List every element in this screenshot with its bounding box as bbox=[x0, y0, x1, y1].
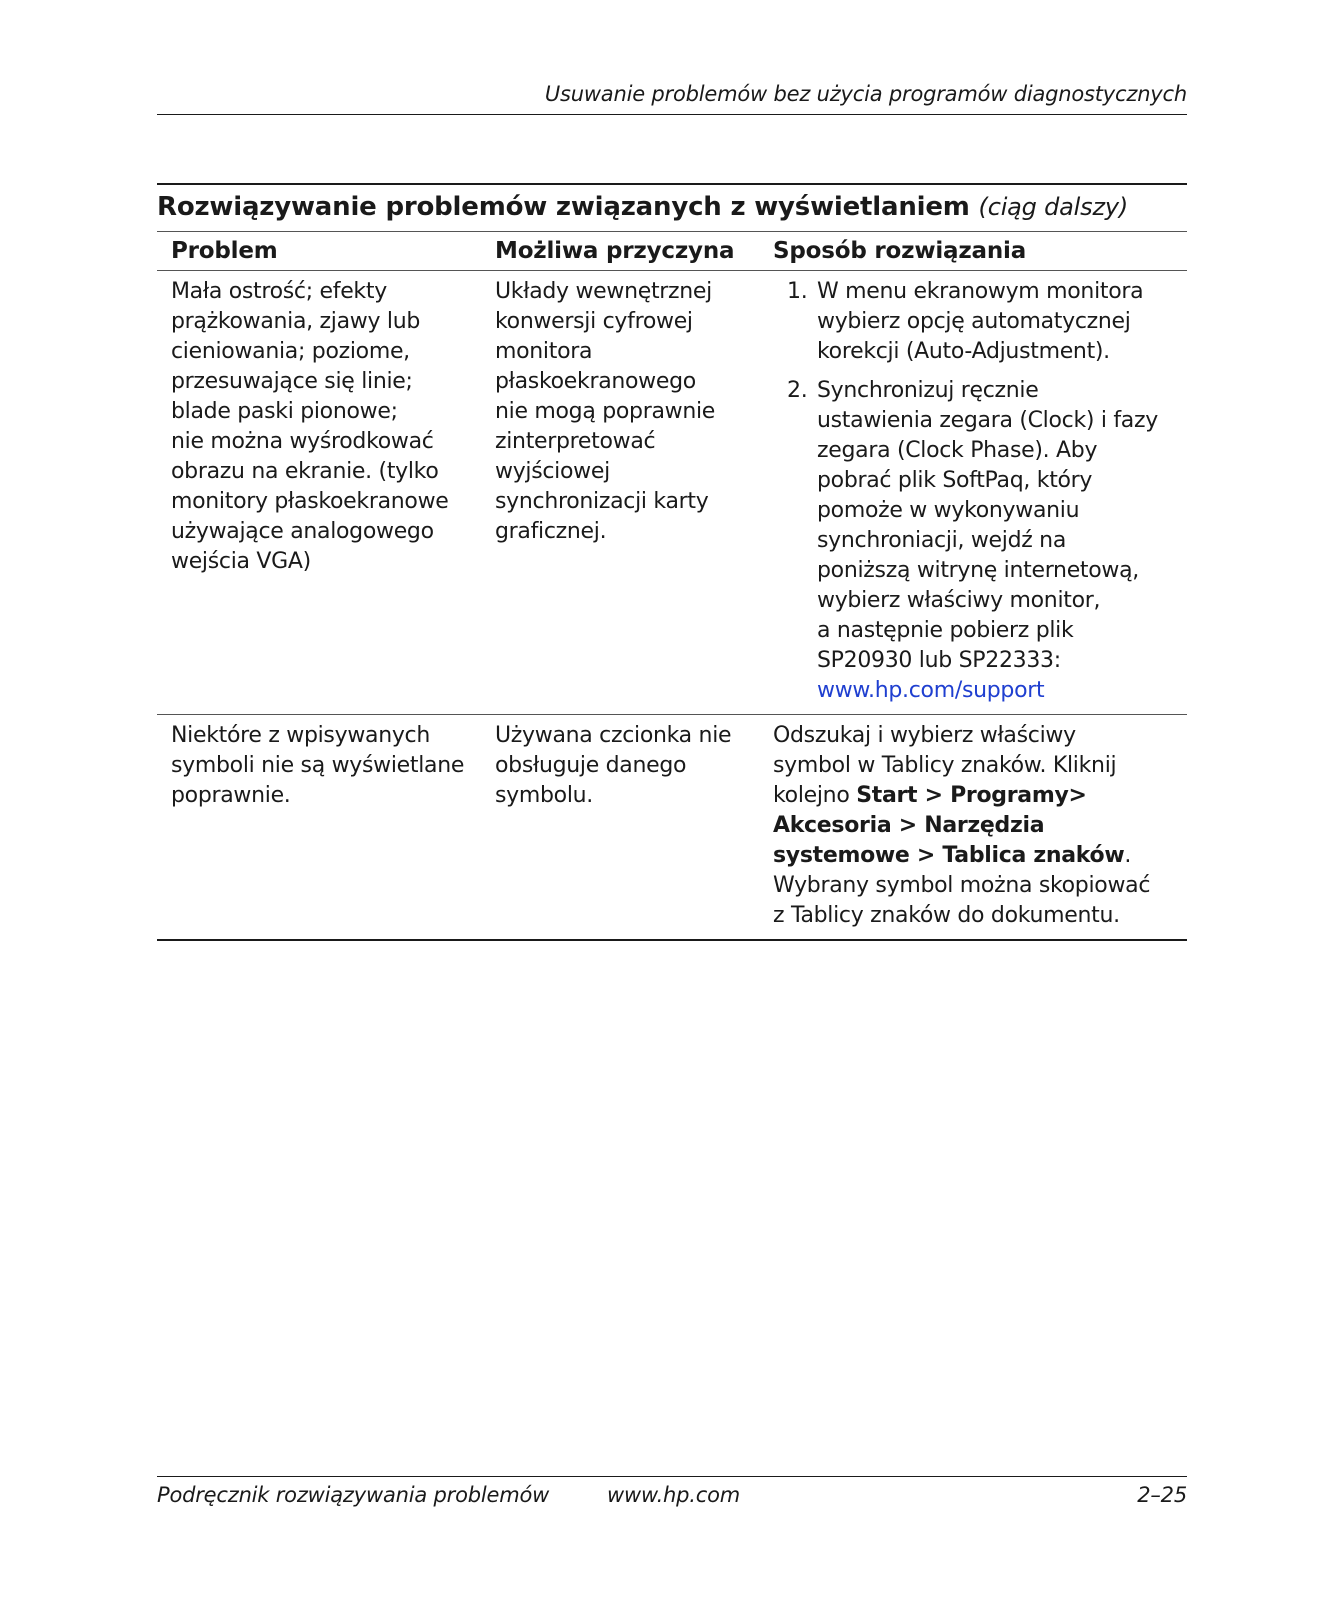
text-line: Niektóre z wpisywanych bbox=[171, 723, 430, 748]
text-line: graficznej. bbox=[495, 519, 607, 544]
text-line: zegara (Clock Phase). Aby bbox=[817, 438, 1098, 463]
text-line: nie można wyśrodkować bbox=[171, 429, 434, 454]
text-line: Mała ostrość; efekty bbox=[171, 279, 387, 304]
cause-cell bbox=[481, 271, 767, 715]
problem-cell bbox=[157, 715, 481, 941]
text-line: zinterpretować bbox=[495, 429, 656, 454]
header-problem: Problem bbox=[157, 232, 481, 271]
text-line: Używana czcionka nie bbox=[495, 723, 732, 748]
footer-website: www.hp.com bbox=[607, 1483, 741, 1507]
solution-step bbox=[773, 277, 1187, 367]
text-line: z Tablicy znaków do dokumentu. bbox=[773, 903, 1120, 928]
menu-path-start: Start > Programy> bbox=[856, 783, 1087, 808]
step-number: 1. bbox=[787, 279, 808, 304]
text-line: synchroniacji, wejdź na bbox=[817, 528, 1067, 553]
menu-path-charmap: systemowe > Tablica znaków bbox=[773, 843, 1125, 868]
support-link[interactable]: www.hp.com/support bbox=[817, 678, 1045, 703]
text-line: symboli nie są wyświetlane bbox=[171, 753, 465, 778]
text-line: wyjściowej bbox=[495, 459, 610, 484]
footer-manual-title: Podręcznik rozwiązywania problemów bbox=[157, 1483, 550, 1507]
text-line: cieniowania; poziome, bbox=[171, 339, 410, 364]
running-header: Usuwanie problemów bez użycia programów diagnostycznych bbox=[544, 82, 1187, 106]
text-line: monitora bbox=[495, 339, 593, 364]
text-line bbox=[773, 781, 1187, 811]
table-row bbox=[157, 271, 1187, 715]
troubleshooting-table-section bbox=[157, 183, 1187, 941]
text-fragment: kolejno bbox=[773, 783, 857, 808]
text-line: pomoże w wykonywaniu bbox=[817, 498, 1080, 523]
solution-step bbox=[773, 376, 1187, 706]
text-line: Układy wewnętrznej bbox=[495, 279, 712, 304]
cause-cell bbox=[481, 715, 767, 941]
table-header-row bbox=[157, 232, 1187, 271]
header-rule bbox=[157, 114, 1187, 115]
step-number: 2. bbox=[787, 378, 808, 403]
text-line: obsługuje danego bbox=[495, 753, 687, 778]
text-line: korekcji (Auto-Adjustment). bbox=[817, 339, 1110, 364]
text-line: konwersji cyfrowej bbox=[495, 309, 693, 334]
text-line: Wybrany symbol można skopiować bbox=[773, 873, 1151, 898]
text-fragment: . bbox=[1124, 843, 1132, 868]
text-line: symbolu. bbox=[495, 783, 593, 808]
text-line: wybierz opcję automatycznej bbox=[817, 309, 1131, 334]
text-line: przesuwające się linie; bbox=[171, 369, 413, 394]
text-line: SP20930 lub SP22333: bbox=[817, 648, 1061, 673]
text-line: symbol w Tablicy znaków. Kliknij bbox=[773, 753, 1117, 778]
text-line: wybierz właściwy monitor, bbox=[817, 588, 1101, 613]
text-line: synchronizacji karty bbox=[495, 489, 709, 514]
text-line: W menu ekranowym monitora bbox=[817, 279, 1144, 304]
text-line: nie mogą poprawnie bbox=[495, 399, 716, 424]
page-footer bbox=[157, 1483, 1187, 1513]
text-line: płaskoekranowego bbox=[495, 369, 696, 394]
table-title-text: Rozwiązywanie problemów związanych z wyświetlaniem bbox=[157, 192, 970, 222]
text-line: poniższą witrynę internetową, bbox=[817, 558, 1139, 583]
text-line: a następnie pobierz plik bbox=[817, 618, 1074, 643]
text-line: ustawienia zegara (Clock) i fazy bbox=[817, 408, 1158, 433]
text-line: poprawnie. bbox=[171, 783, 291, 808]
table-title bbox=[157, 185, 1187, 231]
header-cause: Możliwa przyczyna bbox=[481, 232, 767, 271]
table-title-continued: (ciąg dalszy) bbox=[978, 193, 1129, 221]
footer-rule bbox=[157, 1476, 1187, 1477]
text-line: prążkowania, zjawy lub bbox=[171, 309, 421, 334]
text-line: monitory płaskoekranowe bbox=[171, 489, 449, 514]
header-solution: Sposób rozwiązania bbox=[767, 232, 1187, 271]
troubleshooting-table bbox=[157, 231, 1187, 941]
text-line: pobrać plik SoftPaq, który bbox=[817, 468, 1093, 493]
problem-cell bbox=[157, 271, 481, 715]
text-line: Synchronizuj ręcznie bbox=[817, 378, 1039, 403]
solution-cell bbox=[767, 715, 1187, 941]
text-line bbox=[773, 841, 1187, 871]
text-line: używające analogowego bbox=[171, 519, 434, 544]
page-number: 2–25 bbox=[1137, 1483, 1187, 1507]
table-row bbox=[157, 715, 1187, 941]
solution-steps-list bbox=[773, 277, 1187, 706]
solution-cell bbox=[767, 271, 1187, 715]
text-line: Odszukaj i wybierz właściwy bbox=[773, 723, 1076, 748]
text-line: blade paski pionowe; bbox=[171, 399, 398, 424]
text-line: obrazu na ekranie. (tylko bbox=[171, 459, 439, 484]
text-line: wejścia VGA) bbox=[171, 549, 311, 574]
menu-path-accessories: Akcesoria > Narzędzia bbox=[773, 813, 1045, 838]
